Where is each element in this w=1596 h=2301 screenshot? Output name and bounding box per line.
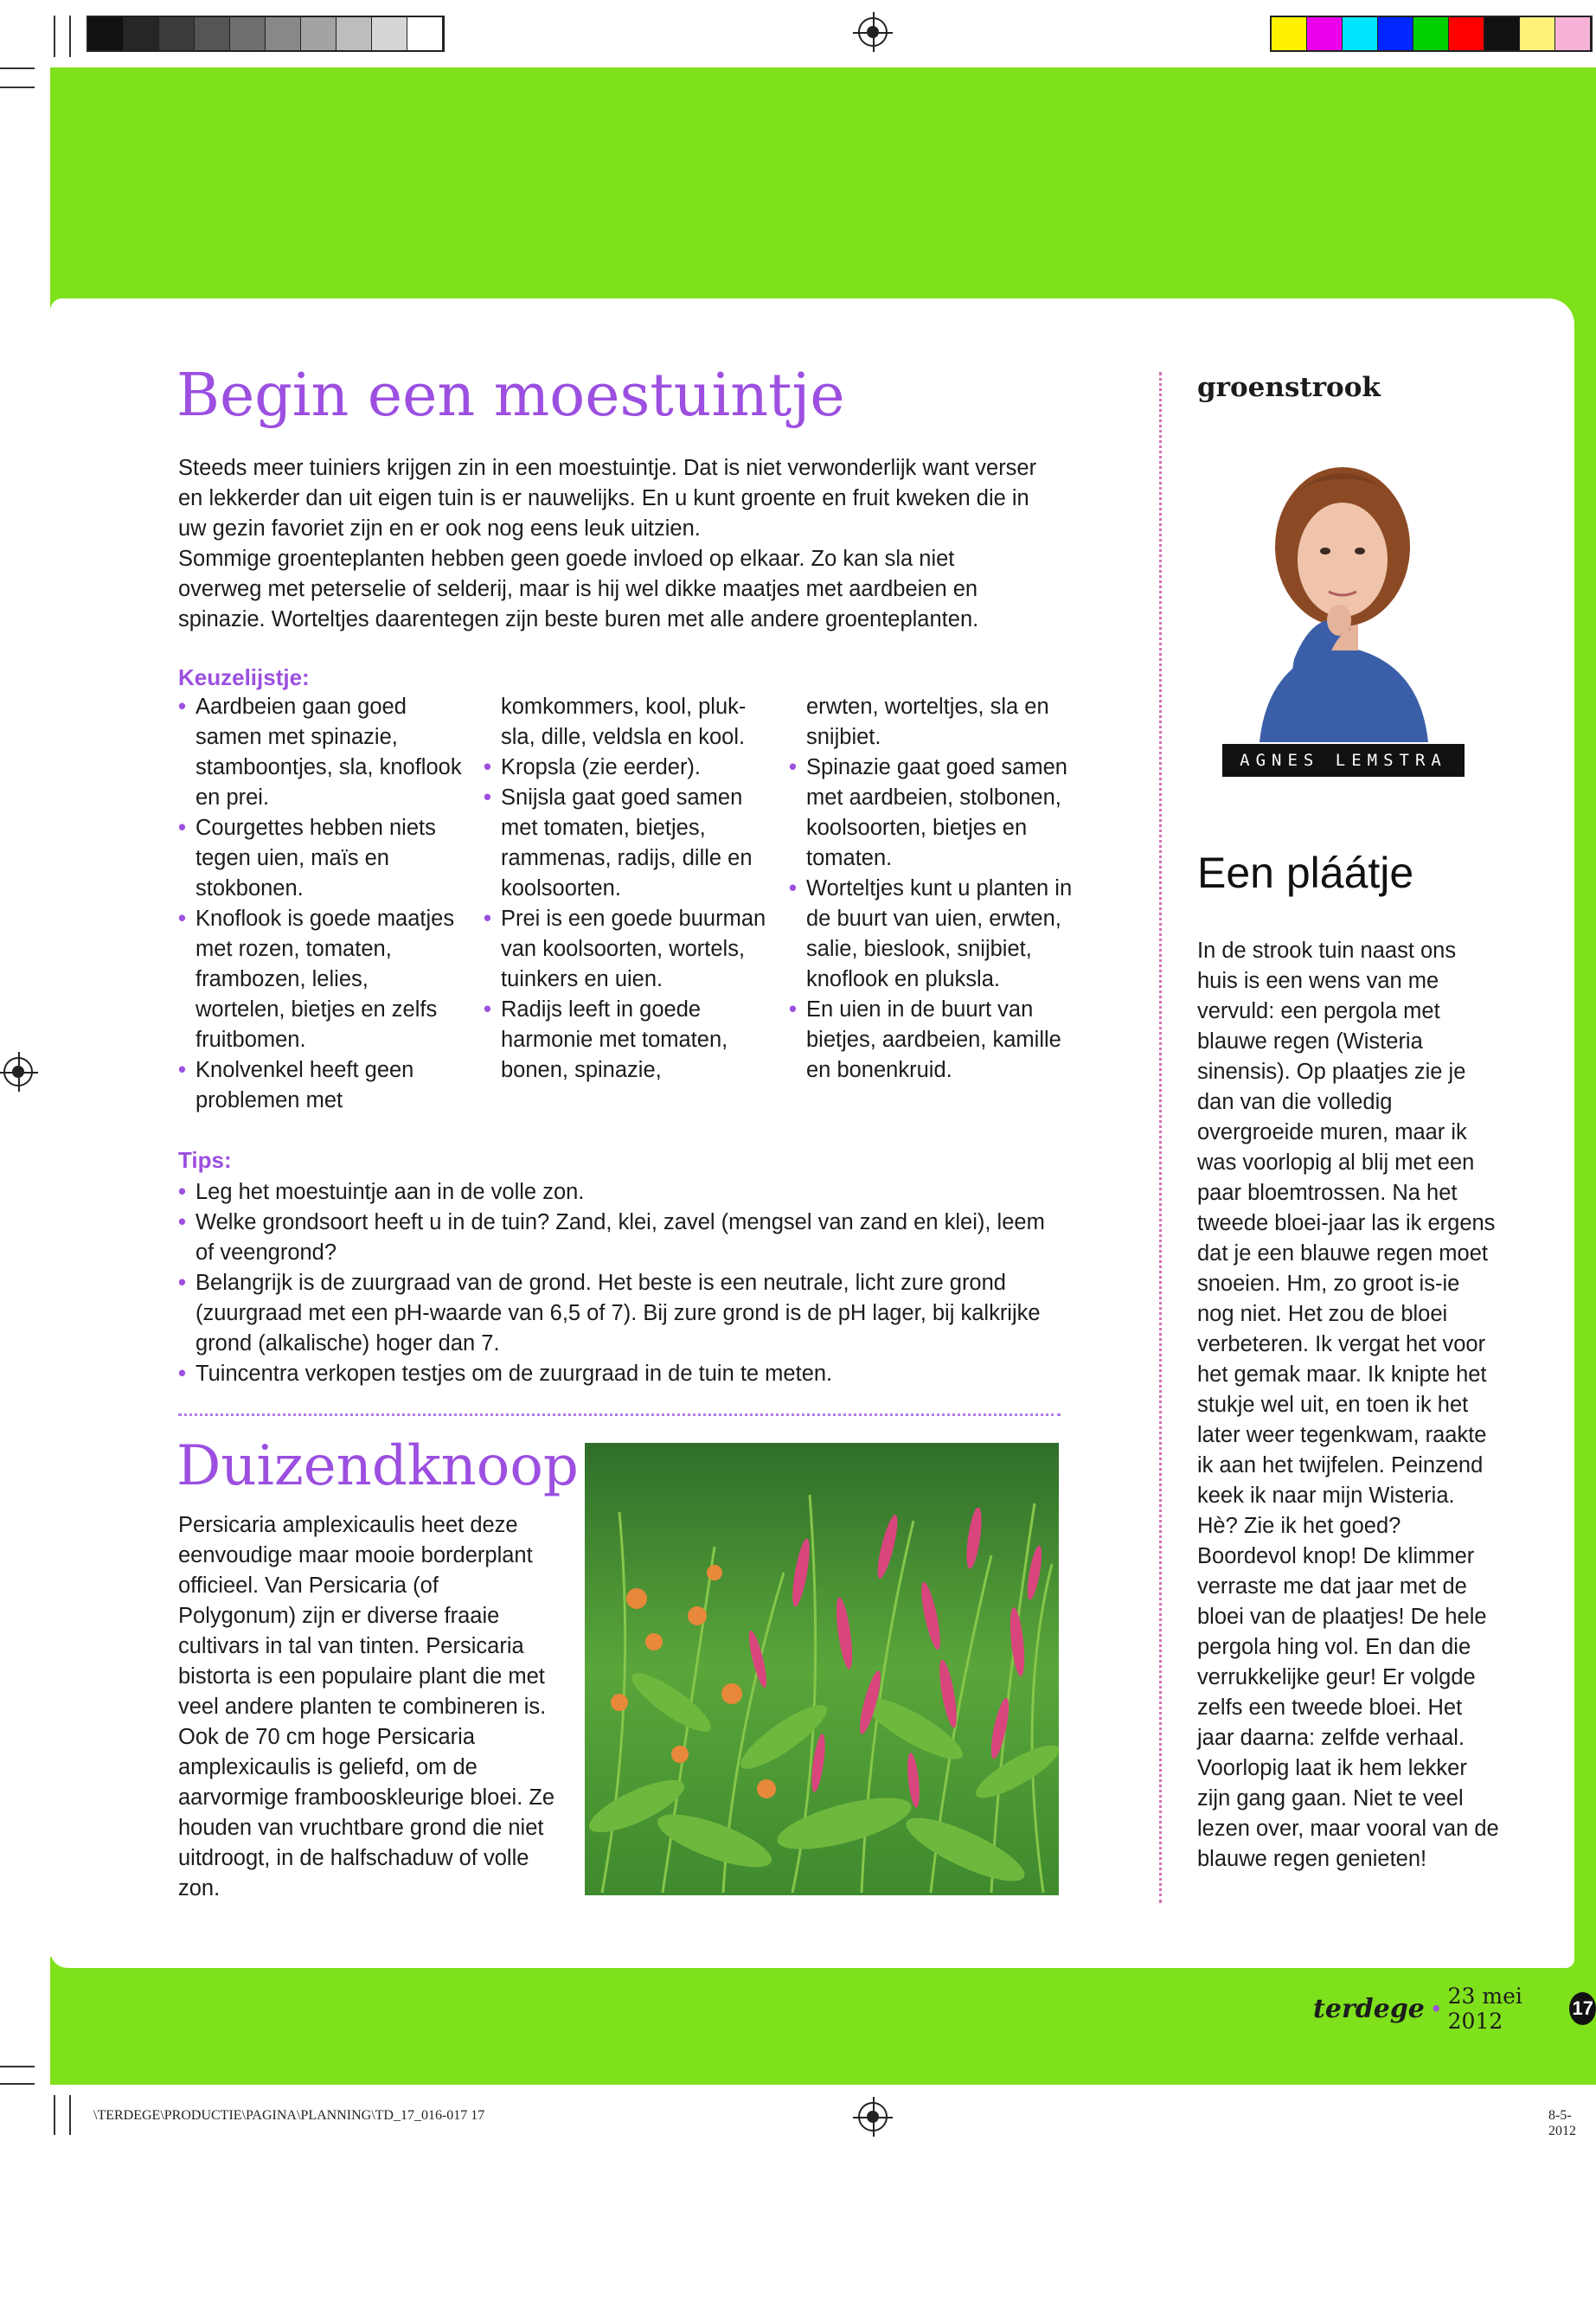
- keuzelijstje-heading: Keuzelijstje:: [178, 664, 310, 690]
- list-item: • Welke grondsoort heeft u in de tuin? Zand, klei, zavel (mengsel van zand en klei), leem of veengrond?: [178, 1208, 1061, 1268]
- list-item: • Belangrijk is de zuurgraad van de grond. Het beste is een neutrale, licht zure grond (zuurgraad met een pH-waarde van 6,5 of 7). Bij zure grond is de pH lager, bij kalkrijke grond (alkalische) hoger dan 7.: [178, 1268, 1061, 1359]
- color-swatch: [1378, 17, 1413, 50]
- tips-heading: Tips:: [178, 1147, 232, 1173]
- color-swatch: [1520, 17, 1555, 50]
- list-item: • Courgettes hebben niets tegen uien, maïs en stokbonen.: [178, 813, 464, 904]
- color-swatch: [1555, 17, 1591, 50]
- crop-mark: [69, 2095, 71, 2135]
- print-slug: \TERDEGE\PRODUCTIE\PAGINA\PLANNING\TD_17_016-017 17: [93, 2108, 485, 2123]
- list-item: • Kropsla (zie eerder).: [484, 753, 769, 783]
- grey-swatch: [301, 17, 337, 50]
- list-item-continued: komkommers, kool, pluk-sla, dille, veldsla en kool.: [501, 695, 747, 749]
- crop-mark: [0, 87, 35, 88]
- list-item-continued: erwten, worteltjes, sla en snijbiet.: [806, 695, 1049, 749]
- list-item: • Tuincentra verkopen testjes om de zuurgraad in de tuin te meten.: [178, 1359, 1061, 1389]
- page-number: 17: [1569, 1992, 1596, 2025]
- list-item: • Worteltjes kunt u planten in de buurt van uien, erwten, salie, bieslook, snijbiet, knoflook en pluksla.: [789, 874, 1074, 995]
- keuzelijstje-column-2: [484, 692, 769, 1086]
- grey-swatch: [407, 17, 443, 50]
- tips-list: [178, 1177, 1061, 1389]
- crop-mark: [0, 2083, 35, 2085]
- list-item: • Knolvenkel heeft geen problemen met: [178, 1055, 464, 1116]
- color-swatch: [1449, 17, 1484, 50]
- crop-mark: [69, 16, 71, 57]
- list-item: • Radijs leeft in goede harmonie met tomaten, bonen, spinazie,: [484, 995, 769, 1086]
- color-calibration-bar: [1270, 16, 1593, 52]
- list-item: • Aardbeien gaan goed samen met spinazie, stamboontjes, sla, knoflook en prei.: [178, 692, 464, 813]
- column-title: Een pláátje: [1197, 849, 1414, 897]
- author-portrait: [1242, 443, 1443, 742]
- color-swatch: [1307, 17, 1343, 50]
- sidebar-divider: [1159, 372, 1162, 1903]
- crop-mark: [54, 2095, 55, 2135]
- list-item: • Knoflook is goede maatjes met rozen, tomaten, frambozen, lelies, wortelen, bietjes en zelfs fruitbomen.: [178, 904, 464, 1055]
- keuzelijstje-list-2: [484, 753, 769, 1086]
- crop-mark: [54, 16, 55, 57]
- page-footer: [1313, 1984, 1596, 2034]
- section-label: groenstrook: [1197, 372, 1381, 403]
- grey-swatch: [195, 17, 230, 50]
- grey-swatch: [337, 17, 372, 50]
- green-frame-top: [50, 67, 1596, 314]
- persicaria-photo: [585, 1443, 1059, 1895]
- article-title: Begin een moestuintje: [176, 362, 845, 430]
- article-intro-2: Sommige groenteplanten hebben geen goede invloed op elkaar. Zo kan sla niet overweg met peterselie of selderij, maar is hij wel dikke maatjes met aardbeien en spinazie. Worteltjes daarentegen zijn beste buren met alle andere groenteplanten.: [178, 547, 979, 631]
- grey-swatch: [159, 17, 195, 50]
- grey-swatch: [124, 17, 159, 50]
- plant-text: Persicaria amplexicaulis heet deze eenvoudige maar mooie borderplant officieel. Van Persicaria (of Polygonum) zijn er diverse fraaie cultivars in tal van tinten. Persicaria bistorta is een populaire plant die met veel andere planten te combineren is. Ook de 70 cm hoge Persicaria amplexicaulis is geliefd, om de aarvormige frambooskleurige bloei. Ze houden van vruchtbare grond die niet uitdroogt, in de halfschaduw of volle zon.: [178, 1513, 555, 1900]
- persicaria-illustration: [585, 1443, 1059, 1895]
- list-item: • Prei is een goede buurman van koolsoorten, wortels, tuinkers en uien.: [484, 904, 769, 995]
- section-divider: [178, 1413, 1061, 1416]
- grey-swatch: [372, 17, 407, 50]
- brand-logo: terdege: [1313, 1993, 1425, 2024]
- article-intro: Steeds meer tuiniers krijgen zin in een moestuintje. Dat is niet verwonderlijk want verser en lekkerder dan uit eigen tuin is er nauwelijks. En u kunt groente en fruit kweken die in uw gezin favoriet zijn en er ook nog eens leuk uitzien.: [178, 456, 1037, 541]
- grey-calibration-bar: [87, 16, 445, 52]
- crop-mark: [0, 67, 35, 69]
- grey-swatch: [88, 17, 124, 50]
- grey-swatch: [230, 17, 266, 50]
- keuzelijstje-list-3: [789, 753, 1074, 1086]
- color-swatch: [1484, 17, 1520, 50]
- crop-mark: [0, 2066, 35, 2067]
- keuzelijstje-column-1: [178, 692, 464, 1116]
- column-text: In de strook tuin naast ons huis is een wens van me vervuld: een pergola met blauwe regen (Wisteria sinensis). Op plaatjes zie je dan van die volledig overgroeide muren, maar ik was voorlopig al blij met een paar bloemtrossen. Na het tweede bloei-jaar las ik ergens dat je een blauwe regen moet snoeien. Hm, zo groot is-ie nog niet. Het zou de bloei verbeteren. Ik vergat het voor het gemak maar. Ik knipte het stukje wel uit, en toen ik het later weer tegenkwam, raakte ik aan het twijfelen. Peinzend keek ik naar mijn Wisteria. Hè? Zie ik het goed? Boordevol knop! De klimmer verraste me dat jaar met de bloei van de plaatjes! De hele pergola hing vol. En dan die verrukkelijke geur! Er volgde zelfs een tweede bloei. Het jaar daarna: zelfde verhaal. Voorlopig laat ik hem lekker zijn gang gaan. Niet te veel lezen over, maar vooral van de blauwe regen genieten!: [1197, 939, 1499, 1871]
- list-item: • Leg het moestuintje aan in de volle zon.: [178, 1177, 1061, 1208]
- color-swatch: [1343, 17, 1378, 50]
- author-name: AGNES LEMSTRA: [1222, 744, 1465, 777]
- author-illustration: [1242, 443, 1443, 742]
- list-item: • En uien in de buurt van bietjes, aardbeien, kamille en bonenkruid.: [789, 995, 1074, 1086]
- grey-swatch: [266, 17, 301, 50]
- registration-mark-icon: [3, 1057, 33, 1086]
- plant-title: Duizendknoop: [176, 1434, 579, 1498]
- color-swatch: [1272, 17, 1307, 50]
- issue-date: 23 mei 2012: [1447, 1984, 1522, 2034]
- registration-mark-icon: [858, 2102, 888, 2131]
- color-swatch: [1413, 17, 1449, 50]
- print-date: 8-5-2012: [1548, 2108, 1576, 2138]
- keuzelijstje-list-1: [178, 692, 464, 1116]
- registration-mark-icon: [858, 17, 888, 47]
- list-item: • Snijsla gaat goed samen met tomaten, bietjes, rammenas, radijs, dille en koolsoorten.: [484, 783, 769, 904]
- footer-separator: •: [1429, 1996, 1443, 2022]
- keuzelijstje-column-3: [789, 692, 1074, 1086]
- list-item: • Spinazie gaat goed samen met aardbeien, stolbonen, koolsoorten, bietjes en tomaten.: [789, 753, 1074, 874]
